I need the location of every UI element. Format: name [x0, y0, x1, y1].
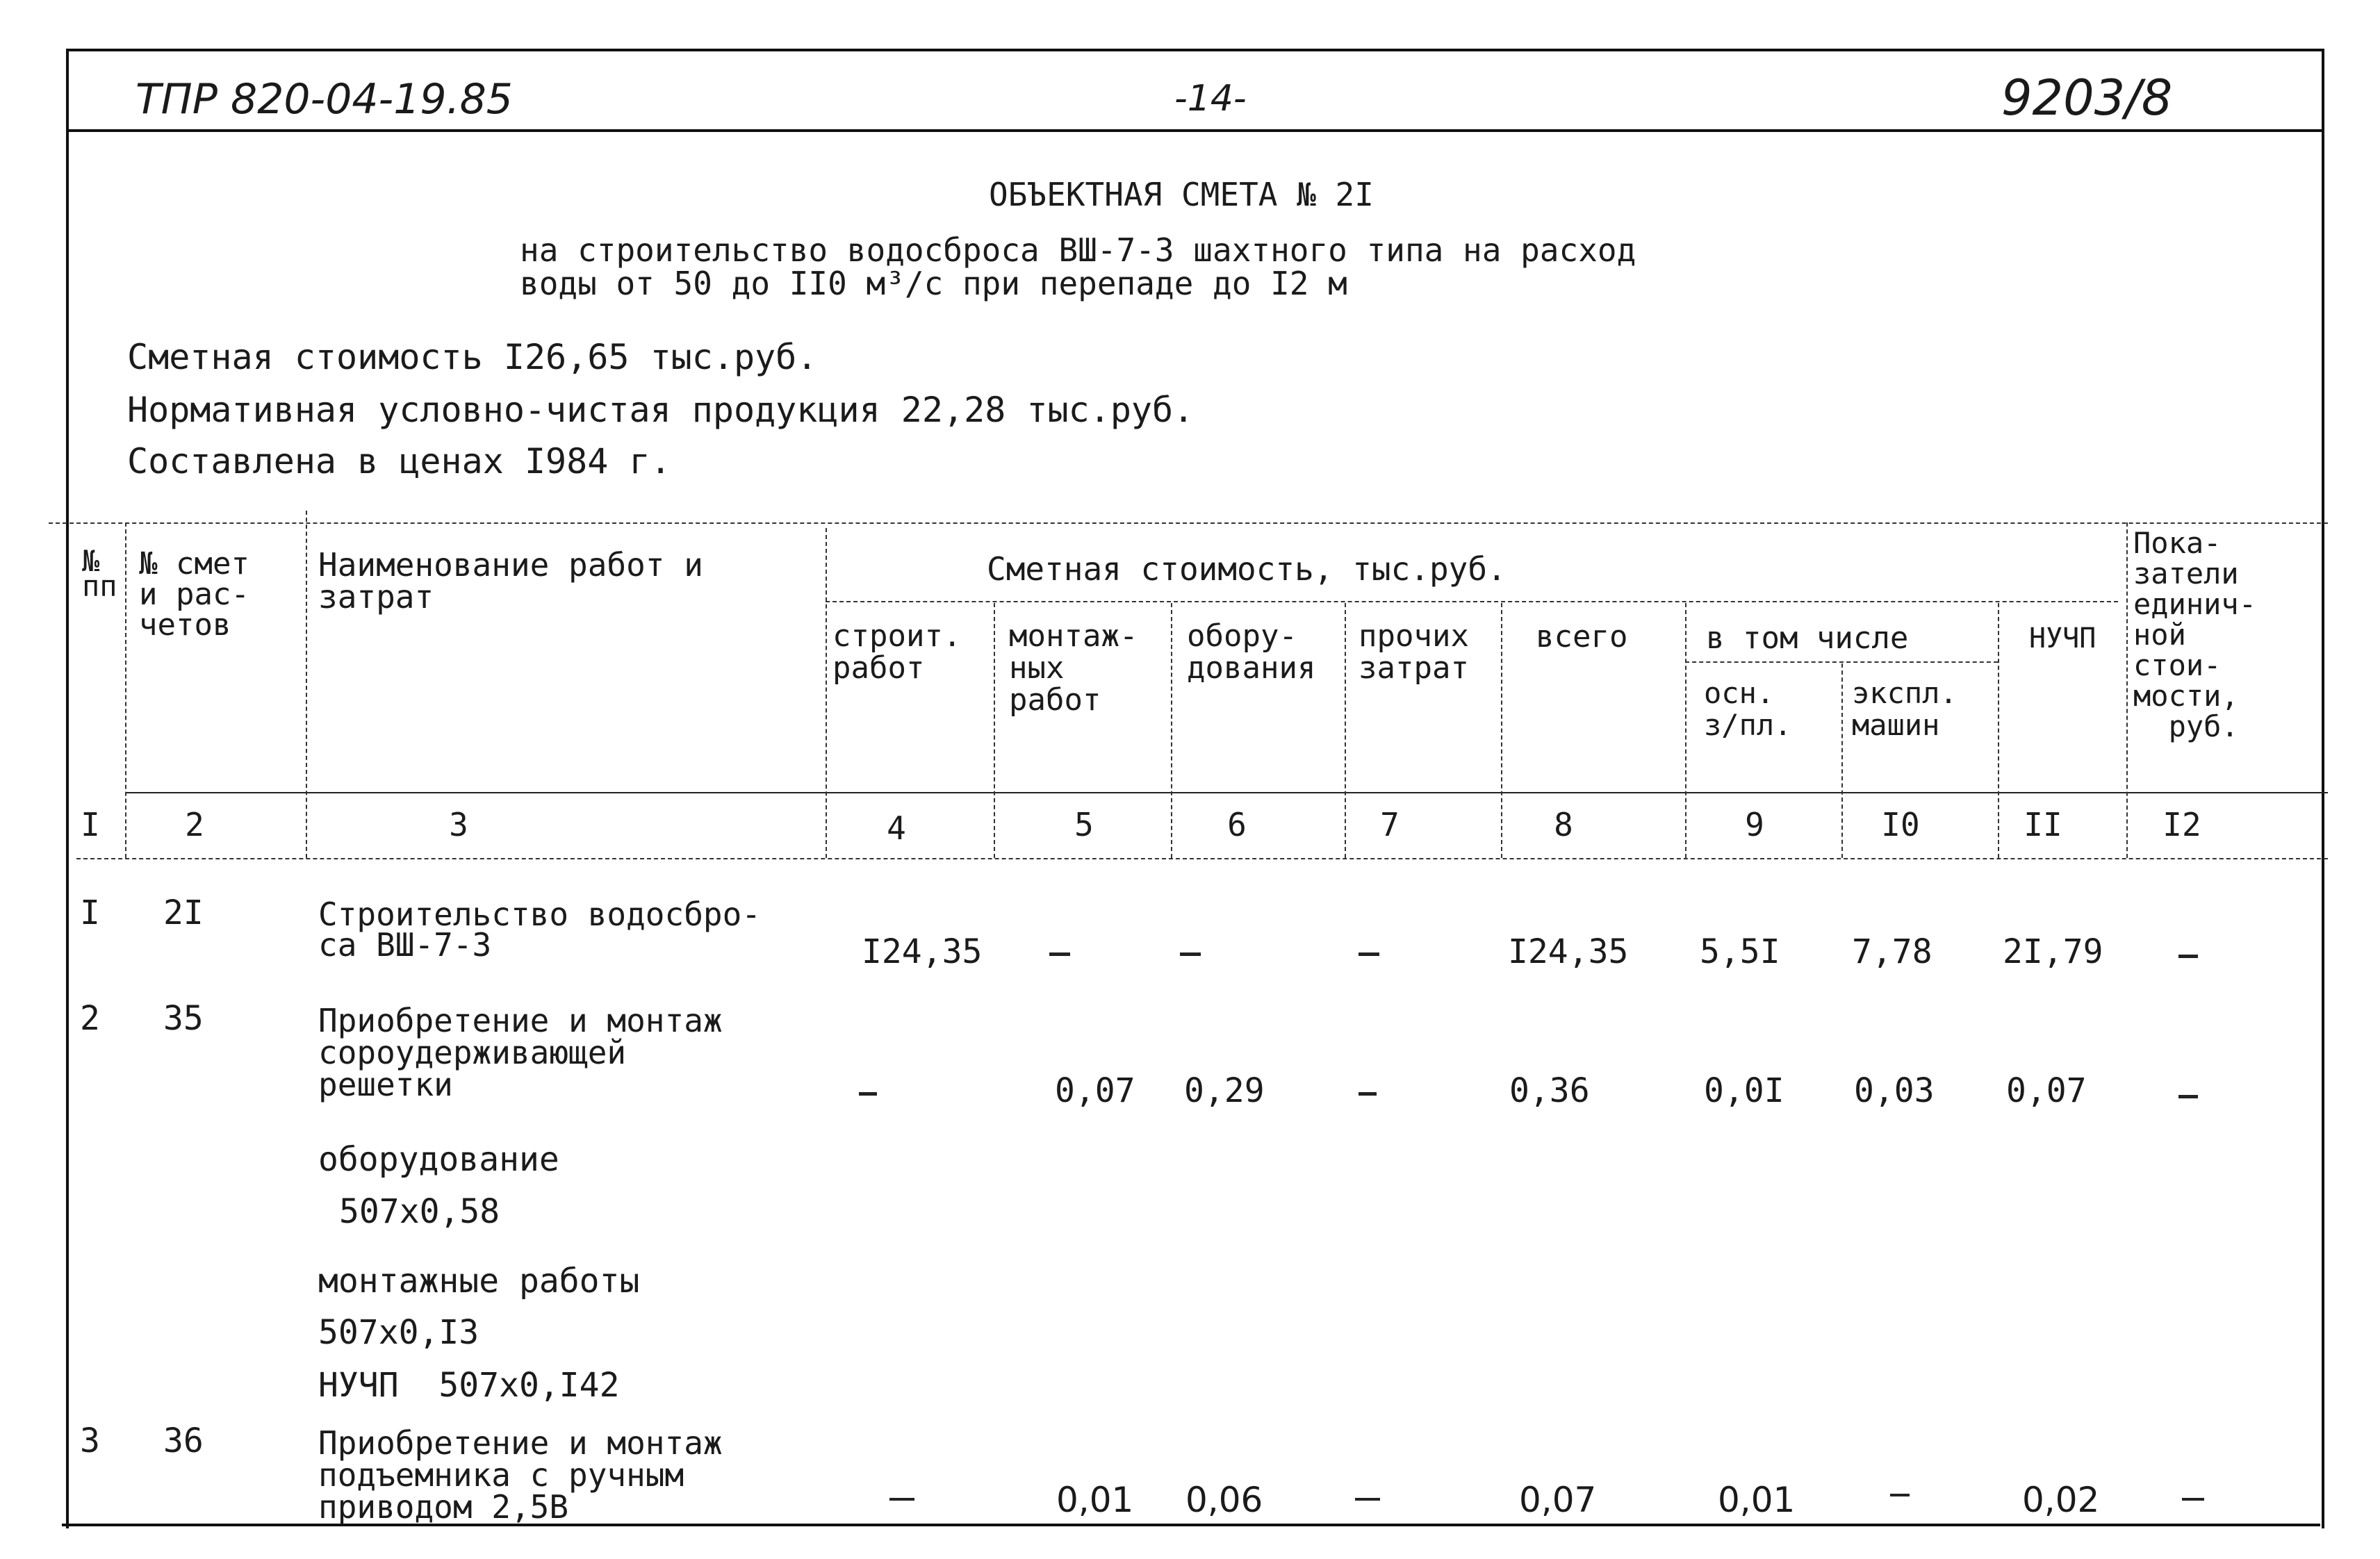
- row-nuchp: 0,07: [2006, 1071, 2087, 1110]
- hdr-total: всего: [1536, 619, 1628, 654]
- row-nuchp: 0,02: [2022, 1480, 2100, 1520]
- col-divider-3: [826, 528, 827, 858]
- colnum-11: II: [2024, 806, 2062, 843]
- row-estimate-ref: 36: [163, 1421, 204, 1460]
- colnum-12: I2: [2162, 806, 2201, 843]
- price-base: Составлена в ценах I984 г.: [127, 441, 671, 481]
- header-rule: [66, 129, 2322, 132]
- doc-code: ТПР 820-04-19.85: [136, 75, 513, 124]
- hdr-no: № пп: [82, 544, 117, 603]
- row-machines: 0,03: [1854, 1071, 1935, 1110]
- colnum-1: I: [81, 806, 100, 843]
- col-divider-7: [1501, 603, 1502, 858]
- row-other-dash: [1355, 1498, 1380, 1501]
- hdr-installation: монтаж- ных работ: [1009, 618, 1138, 718]
- hdr-unit-cost: Пока- затели единич- ной стои- мости, руб.: [2133, 526, 2257, 743]
- estimate-subtitle-line2: воды от 50 до II0 м³/с при перепаде до I2 м: [520, 265, 1347, 302]
- note-nuchp-calc: НУЧП 507х0,I42: [318, 1366, 620, 1405]
- row-construction-dash: [889, 1498, 914, 1501]
- row-equipment-dash: [1180, 952, 1201, 956]
- hdr-nuchp: НУЧП: [2029, 622, 2096, 654]
- colnum-3: 3: [449, 806, 468, 843]
- row-total: 0,36: [1509, 1071, 1590, 1110]
- note-mount-calc: 507х0,I3: [318, 1313, 479, 1352]
- row-installation: 0,07: [1055, 1071, 1135, 1110]
- row-unit-cost-dash: [2178, 955, 2198, 958]
- colnum-4: 4: [887, 809, 906, 847]
- hdr-work-name: Наименование работ и затрат: [318, 546, 703, 616]
- row-construction-dash: [859, 1092, 877, 1096]
- row-work-name: Приобретение и монтаж подъемника с ручным приводом 2,5В: [318, 1424, 723, 1526]
- hdr-construction: строит. работ: [832, 618, 962, 686]
- col-divider-1: [125, 522, 126, 858]
- estimate-subtitle-line1: на строительство водосброса ВШ-7-3 шахтного типа на расход: [520, 231, 1636, 269]
- note-equipment-label: оборудование: [318, 1140, 559, 1179]
- hdr-other: прочих затрат: [1359, 618, 1469, 686]
- colnum-5: 5: [1074, 806, 1094, 843]
- hdr-base-wages: осн. з/пл.: [1704, 676, 1792, 742]
- hdr-cost-group: Сметная стоимость, тыс.руб.: [987, 550, 1507, 588]
- row-total: I24,35: [1508, 932, 1629, 971]
- row-number: 3: [80, 1421, 100, 1460]
- row-equipment: 0,29: [1184, 1071, 1265, 1110]
- estimated-cost: Сметная стоимость I26,65 тыс.руб.: [127, 337, 818, 377]
- incl-group-rule: [1685, 661, 1998, 663]
- colnum-9: 9: [1745, 806, 1764, 843]
- row-base-wages: 0,0I: [1704, 1071, 1784, 1110]
- row-number: 2: [80, 999, 100, 1038]
- row-equipment: 0,06: [1185, 1480, 1263, 1520]
- row-nuchp: 2I,79: [2003, 932, 2103, 971]
- table-top-rule: [49, 522, 2328, 524]
- col-divider-2: [306, 511, 307, 858]
- hdr-estimate-ref: № смет и рас- четов: [139, 546, 249, 643]
- note-mount-label: монтажные работы: [318, 1262, 640, 1301]
- hdr-equipment: обору- дования: [1187, 618, 1316, 686]
- colnum-6: 6: [1227, 806, 1247, 843]
- col-divider-9: [1841, 663, 1843, 858]
- normative-net-product: Нормативная условно-чистая продукция 22,28 тыс.руб.: [127, 390, 1195, 430]
- row-base-wages: 5,5I: [1700, 932, 1780, 971]
- col-divider-8: [1685, 603, 1686, 858]
- row-base-wages: 0,01: [1718, 1480, 1796, 1520]
- page-number: -14-: [1174, 78, 1247, 119]
- row-estimate-ref: 2I: [163, 893, 204, 932]
- col-divider-10: [1998, 603, 1999, 858]
- colnum-8: 8: [1554, 806, 1573, 843]
- hdr-machines: экспл. машин: [1852, 676, 1958, 742]
- row-estimate-ref: 35: [163, 999, 204, 1038]
- row-work-name: Строительство водосбро- са ВШ-7-3: [318, 896, 761, 964]
- hdr-incl-group: в том числе: [1706, 620, 1909, 656]
- sheet-code: 9203/8: [2001, 69, 2173, 126]
- row-machines-dash: [1890, 1494, 1910, 1496]
- estimate-heading: ОБЪЕКТНАЯ СМЕТА № 2I: [989, 176, 1374, 213]
- row-installation-dash: [1049, 952, 1070, 956]
- col-numbers-rule: [76, 858, 2328, 859]
- colnum-10: I0: [1881, 806, 1920, 843]
- row-unit-cost-dash: [2178, 1095, 2198, 1098]
- row-construction: I24,35: [862, 932, 983, 971]
- colnum-7: 7: [1380, 806, 1400, 843]
- col-divider-6: [1345, 603, 1346, 858]
- row-other-dash: [1359, 1092, 1377, 1096]
- row-number: I: [80, 893, 100, 932]
- row-unit-cost-dash: [2182, 1498, 2204, 1501]
- cost-group-rule: [826, 601, 2118, 602]
- col-divider-11: [2126, 522, 2128, 858]
- colnum-2: 2: [185, 806, 204, 843]
- row-machines: 7,78: [1852, 932, 1932, 971]
- row-installation: 0,01: [1056, 1480, 1134, 1520]
- col-divider-4: [994, 603, 995, 858]
- row-work-name: Приобретение и монтаж сороудерживающей решетки: [318, 1002, 723, 1103]
- row-total: 0,07: [1519, 1480, 1597, 1520]
- row-other-dash: [1359, 952, 1379, 956]
- col-divider-5: [1171, 603, 1172, 858]
- note-equipment-calc: 507х0,58: [339, 1192, 500, 1231]
